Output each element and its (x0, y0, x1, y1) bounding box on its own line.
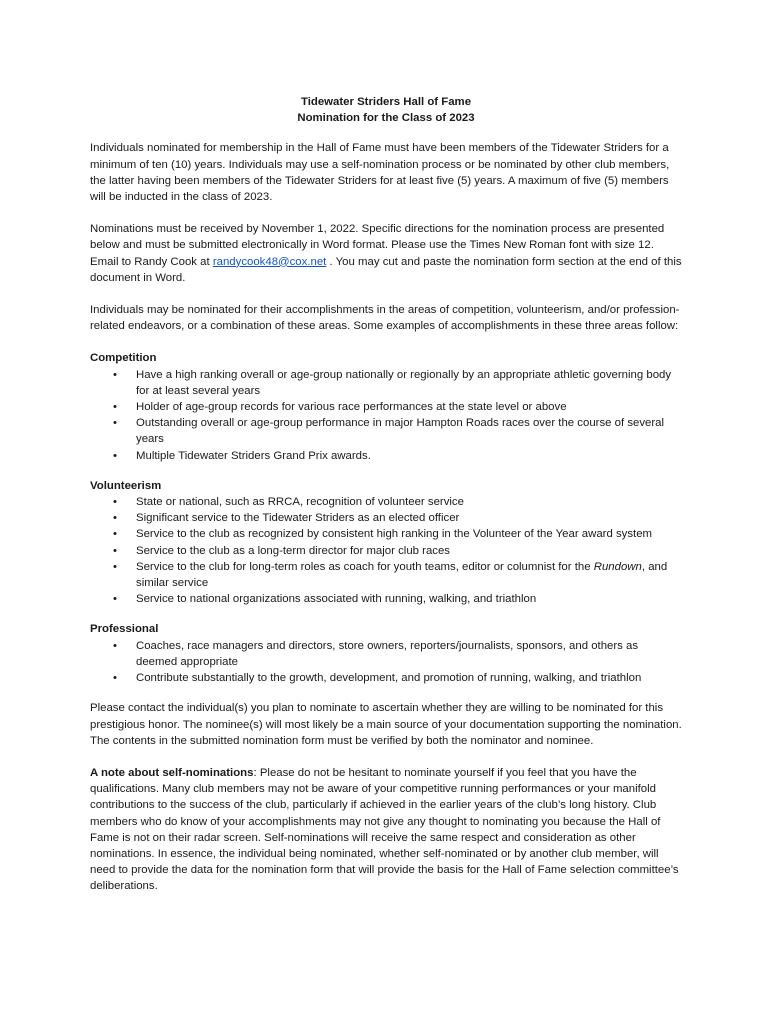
nominations-paragraph (90, 221, 682, 286)
list-item: • Have a high ranking overall or age-group nationally or regionally by an appropriate athletic governing body for at least several years (113, 368, 672, 397)
areas-intro-paragraph: Individuals may be nominated for their accomplishments in the areas of competition, volunteerism, and/or profession-related endeavors, or a combination of these areas. Some examples of accomplishments in these three areas follow: (90, 304, 680, 333)
bullet-icon: • (113, 544, 117, 557)
bullet-icon: • (113, 496, 117, 509)
nominations-text: Nominations must be received by November 1, 2022. Specific directions for the nomination process are presented below and must be submitted electronically in Word format. Please use the Times New Roman font with size 12. Email to Randy Cook at (90, 223, 665, 268)
volunteerism-list (90, 494, 682, 607)
list-item: • Contribute substantially to the growth, development, and promotion of running, walking, and triathlon (90, 670, 682, 686)
self-nomination-text: : Please do not be hesitant to nominate yourself if you feel that you have the qualifications. Many club members may not be aware of your competitive running performances or your manifold contributions to the success of the club, particularly if achieved in the earlier years of the club’s long history. Club members who do know of your accomplishments may not give any thought to nominating you because the Hall of Fame is not on their radar screen. Self-nominations will receive the same respect and consideration as other nominations. In essence, the individual being nominated, whether self-nominated or by another club member, will need to provide the data for the nomination form that will provide the basis for the Hall of Fame selection committee’s deliberations. (90, 766, 679, 893)
bullet-icon: • (113, 368, 117, 381)
list-item: • Service to the club as a long-term director for major club races (90, 543, 682, 559)
professional-heading: Professional (90, 623, 159, 636)
bullet-icon: • (113, 672, 117, 685)
list-item: • Significant service to the Tidewater Striders as an elected officer (90, 510, 682, 526)
page-title (90, 94, 682, 126)
list-item: • Service to the club for long-term roles as coach for youth teams, editor or columnist for the Rundown, and similar service (113, 560, 668, 590)
self-nomination-paragraph (90, 765, 682, 895)
bullet-icon: • (113, 639, 117, 652)
nominations-text-end: . You may cut and paste the nomination form section at the end of this document in Word. (90, 255, 682, 284)
contact-paragraph: Please contact the individual(s) you plan to nominate to ascertain whether they are willing to be nominated for this prestigious honor. The nominee(s) will most likely be a main source of your documentation supporting the nomination. The contents in the submitted nomination form must be verified by both the nominator and nominee. (90, 702, 682, 747)
list-item: • Service to national organizations associated with running, walking, and triathlon (90, 591, 682, 607)
title-line-2: Nomination for the Class of 2023 (297, 112, 475, 125)
bullet-icon: • (113, 528, 117, 541)
email-link[interactable]: randycook48@cox.net (212, 255, 327, 268)
list-item: • Outstanding overall or age-group performance in major Hampton Roads races over the course of several years (113, 417, 665, 446)
competition-list (90, 367, 682, 464)
self-nomination-label: A note about self-nominations (90, 766, 254, 779)
list-item: • Multiple Tidewater Striders Grand Prix awards. (90, 448, 682, 464)
bullet-icon: • (113, 449, 117, 462)
bullet-icon: • (113, 560, 117, 573)
title-line-1: Tidewater Striders Hall of Fame (300, 96, 472, 108)
list-item: • State or national, such as RRCA, recognition of volunteer service (90, 494, 682, 510)
document-page (90, 94, 682, 911)
list-item: • Service to the club as recognized by consistent high ranking in the Volunteer of the Year award system (90, 526, 682, 542)
bullet-icon: • (113, 593, 117, 606)
rundown-title: Rundown (593, 560, 642, 573)
intro-paragraph: Individuals nominated for membership in the Hall of Fame must have been members of the Tidewater Striders for a minimum of ten (10) years. Individuals may use a self-nomination process or be nominated by other club members, the latter having been members of the Tidewater Striders for at least five (5) years. A maximum of five (5) members will be inducted in the class of 2023. (90, 142, 670, 204)
list-item: • Holder of age-group records for various race performances at the state level or above (90, 399, 682, 415)
bullet-icon: • (113, 401, 117, 414)
volunteerism-heading: Volunteerism (90, 479, 162, 492)
competition-heading: Competition (90, 352, 157, 365)
bullet-icon: • (113, 512, 117, 525)
bullet-icon: • (113, 417, 117, 430)
professional-list (90, 638, 682, 687)
list-item: • Coaches, race managers and directors, store owners, reporters/journalists, sponsors, and others as deemed appropriate (113, 639, 639, 668)
